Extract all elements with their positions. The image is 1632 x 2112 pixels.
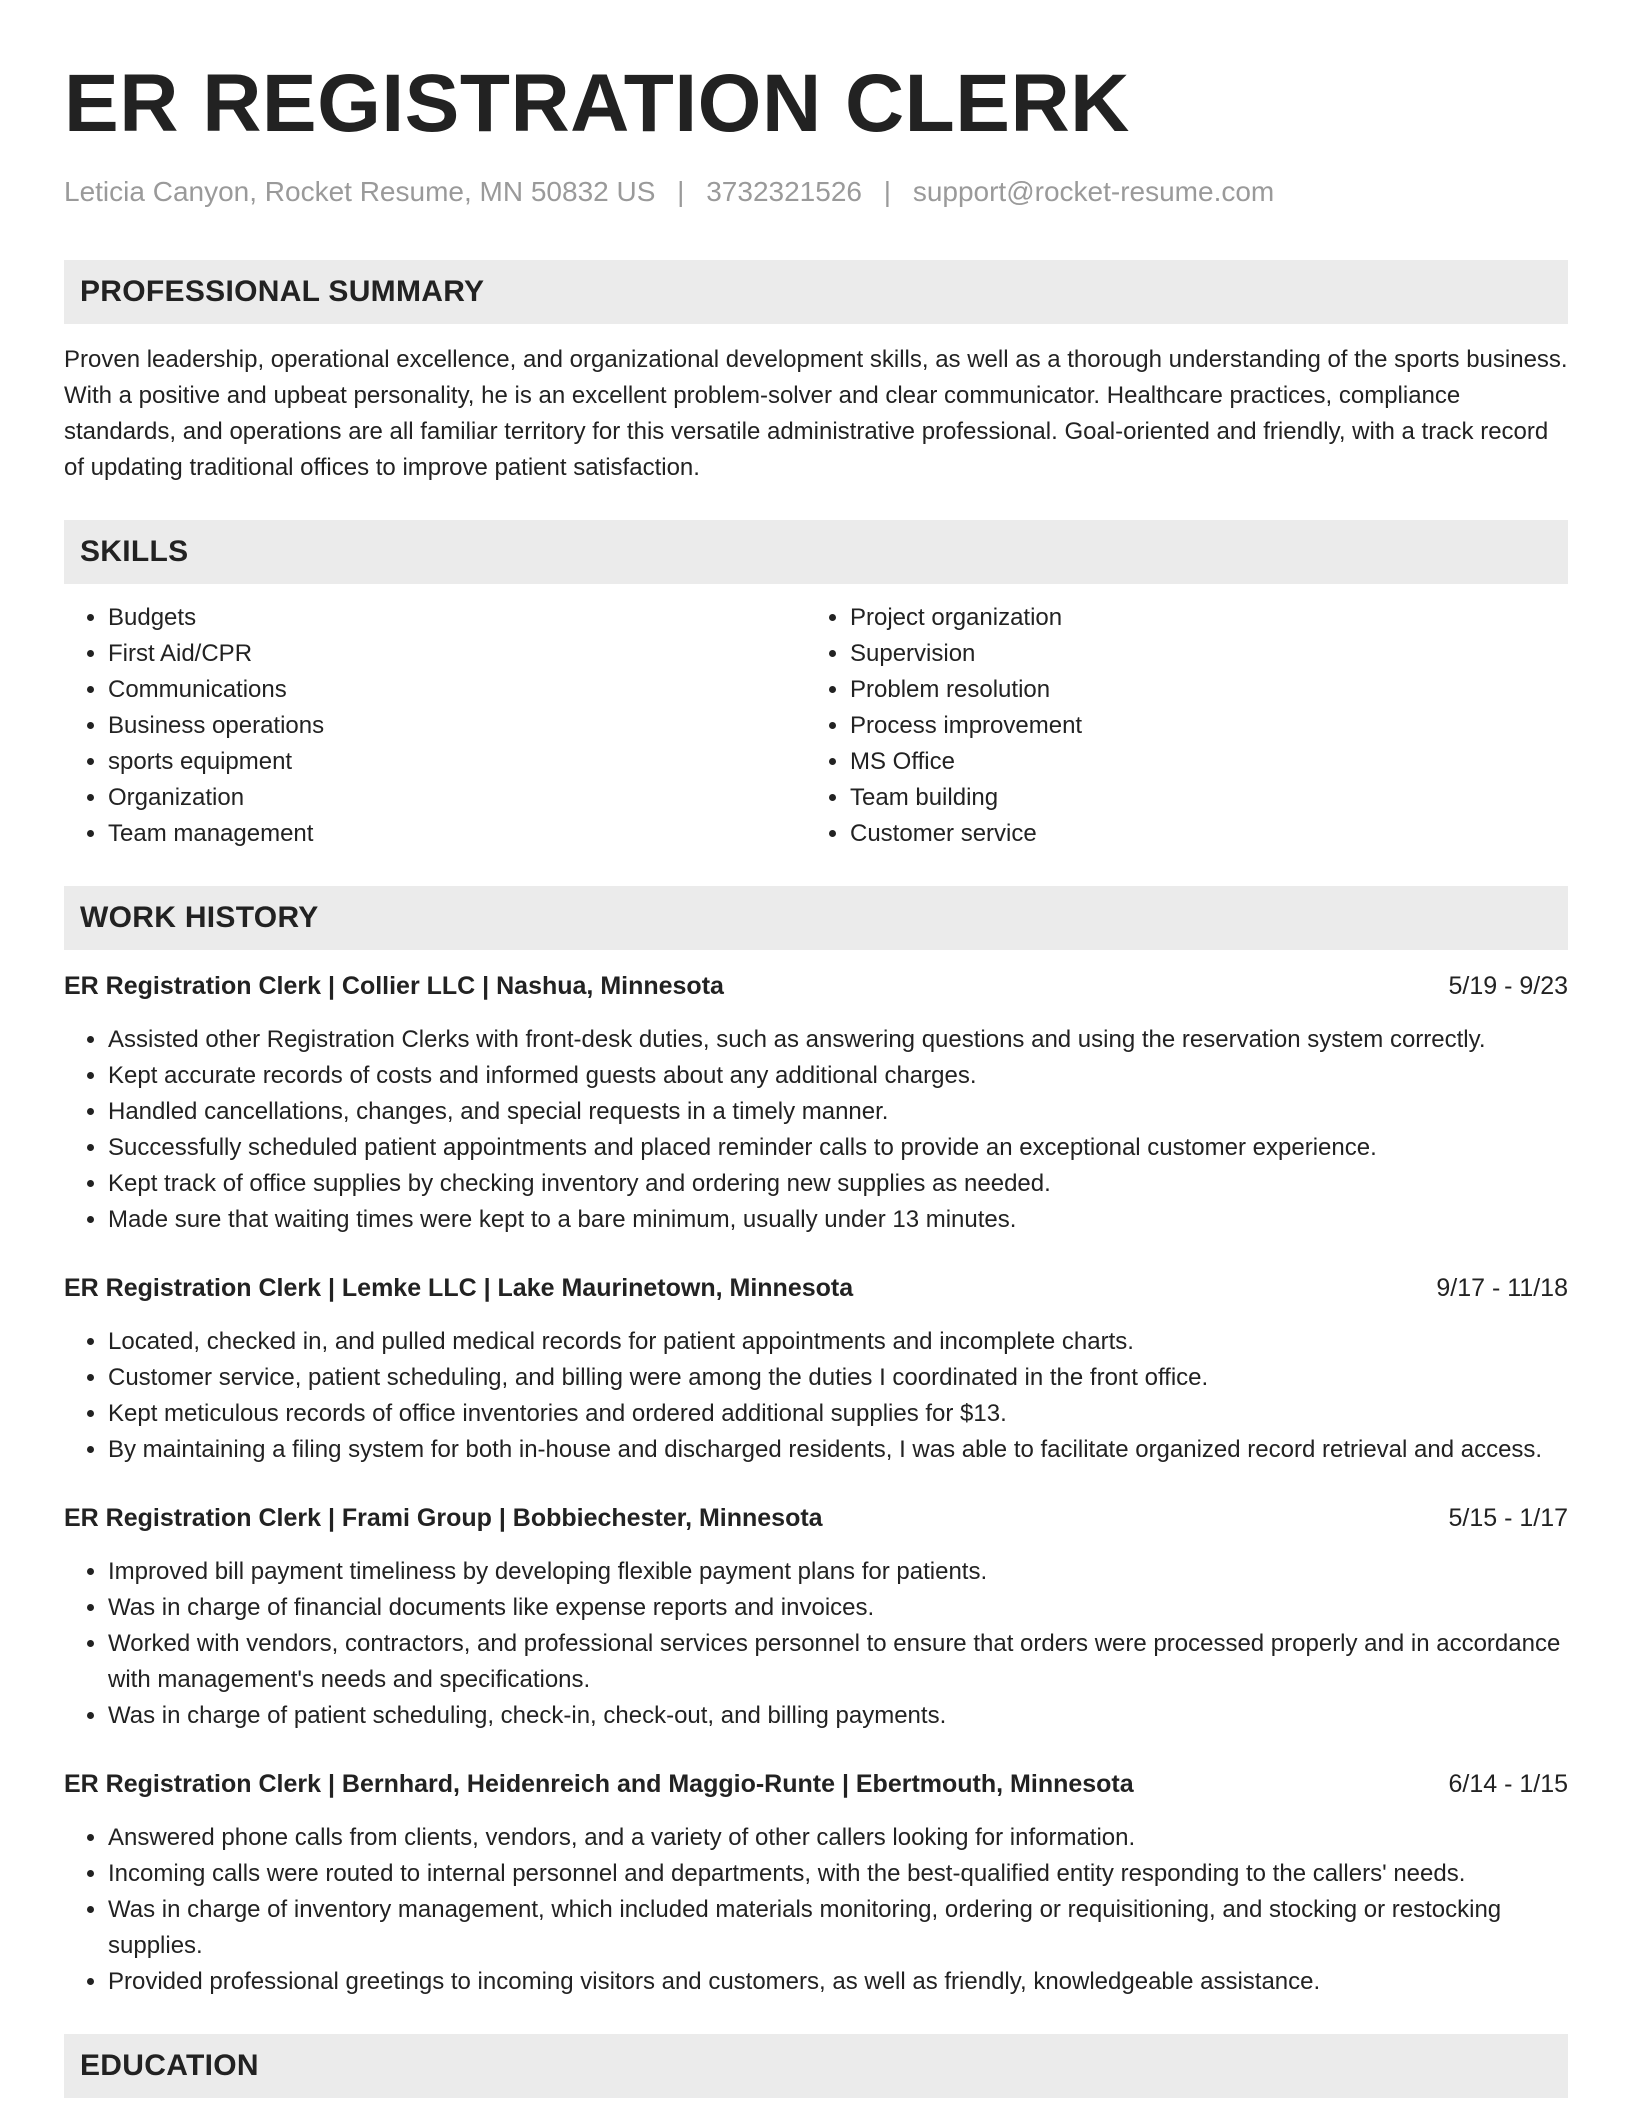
job-entry xyxy=(64,968,1568,1238)
job-bullet: • Improved bill payment timeliness by developing flexible payment plans for patients. xyxy=(108,1554,1568,1590)
skill-item: • Supervision xyxy=(850,636,1568,672)
skills-column-right xyxy=(806,600,1568,852)
job-title: ER Registration Clerk | Collier LLC | Nashua, Minnesota xyxy=(64,972,724,1000)
job-dates: 5/15 - 1/17 xyxy=(1448,1504,1568,1532)
skill-item: • Team building xyxy=(850,780,1568,816)
job-bullet: • Kept meticulous records of office inventories and ordered additional supplies for $13. xyxy=(108,1396,1568,1432)
job-bullets xyxy=(64,1820,1568,2000)
skills-column-left xyxy=(64,600,806,852)
skill-item: • Process improvement xyxy=(850,708,1568,744)
job-bullet: • Assisted other Registration Clerks with front-desk duties, such as answering questions and using the reservation system correctly. xyxy=(108,1022,1568,1058)
section-header-skills xyxy=(64,520,1568,584)
job-bullet: • Handled cancellations, changes, and special requests in a timely manner. xyxy=(108,1094,1568,1130)
summary-text: Proven leadership, operational excellence, and organizational development skills, as well as a thorough understanding of the sports business. With a positive and upbeat personality, he is an excellent problem-solver and clear communicator. Healthcare practices, compliance standards, and operations are all familiar territory for this versatile administrative professional. Goal-oriented and friendly, with a track record of updating traditional offices to improve patient satisfaction. xyxy=(64,346,1568,481)
section-title-skills: SKILLS xyxy=(80,535,189,568)
job-bullets xyxy=(64,1022,1568,1238)
skill-item: • Communications xyxy=(108,672,806,708)
contact-separator: | xyxy=(677,176,685,207)
job-bullet: • Located, checked in, and pulled medical records for patient appointments and incomplete charts. xyxy=(108,1324,1568,1360)
skill-item: • Organization xyxy=(108,780,806,816)
section-header-education xyxy=(64,2034,1568,2098)
job-entry xyxy=(64,1766,1568,2000)
job-bullet: • Answered phone calls from clients, vendors, and a variety of other callers looking for information. xyxy=(108,1820,1568,1856)
contact-phone: 3732321526 xyxy=(706,176,862,207)
job-bullet: • Kept accurate records of costs and informed guests about any additional charges. xyxy=(108,1058,1568,1094)
job-dates: 9/17 - 11/18 xyxy=(1436,1274,1568,1302)
skill-item: • sports equipment xyxy=(108,744,806,780)
job-title: ER Registration Clerk | Bernhard, Heidenreich and Maggio-Runte | Ebertmouth, Minnesota xyxy=(64,1770,1134,1798)
candidate-title: ER REGISTRATION CLERK xyxy=(64,58,1130,149)
job-bullets xyxy=(64,1324,1568,1468)
contact-line xyxy=(64,174,1568,210)
job-bullet: • Made sure that waiting times were kept to a bare minimum, usually under 13 minutes. xyxy=(108,1202,1568,1238)
job-title: ER Registration Clerk | Lemke LLC | Lake Maurinetown, Minnesota xyxy=(64,1274,854,1302)
job-header xyxy=(64,1500,1568,1536)
job-bullet: • Was in charge of patient scheduling, check-in, check-out, and billing payments. xyxy=(108,1698,1568,1734)
job-entry xyxy=(64,1270,1568,1468)
job-dates: 6/14 - 1/15 xyxy=(1448,1770,1568,1798)
job-bullet: • Kept track of office supplies by checking inventory and ordering new supplies as needed. xyxy=(108,1166,1568,1202)
job-bullet: • Incoming calls were routed to internal personnel and departments, with the best-qualified entity responding to the callers' needs. xyxy=(108,1856,1568,1892)
skill-item: • Team management xyxy=(108,816,806,852)
job-bullet: • Provided professional greetings to incoming visitors and customers, as well as friendly, knowledgeable assistance. xyxy=(108,1964,1568,2000)
section-header-work-history xyxy=(64,886,1568,950)
contact-separator: | xyxy=(883,176,892,207)
job-bullet: • Was in charge of inventory management, which included materials monitoring, ordering or requisitioning, and stocking or restocking supplies. xyxy=(108,1892,1568,1964)
job-bullets xyxy=(64,1554,1568,1734)
job-bullet: • Was in charge of financial documents like expense reports and invoices. xyxy=(108,1590,1568,1626)
skill-item: • First Aid/CPR xyxy=(108,636,806,672)
skill-item: • MS Office xyxy=(850,744,1568,780)
contact-email: support@rocket-resume.com xyxy=(912,176,1275,207)
section-header-summary xyxy=(64,260,1568,324)
skill-item: • Customer service xyxy=(850,816,1568,852)
job-bullet: • Customer service, patient scheduling, and billing were among the duties I coordinated in the front office. xyxy=(108,1360,1568,1396)
job-header xyxy=(64,1270,1568,1306)
section-title-education: EDUCATION xyxy=(80,2049,259,2082)
job-bullet: • By maintaining a filing system for both in-house and discharged residents, I was able to facilitate organized record retrieval and access. xyxy=(108,1432,1568,1468)
job-entry xyxy=(64,1500,1568,1734)
skills-list xyxy=(64,600,1568,852)
section-title-summary: PROFESSIONAL SUMMARY xyxy=(80,275,485,308)
job-dates: 5/19 - 9/23 xyxy=(1448,972,1568,1000)
section-title-work-history: WORK HISTORY xyxy=(80,901,319,934)
job-header xyxy=(64,1766,1568,1802)
skill-item: • Business operations xyxy=(108,708,806,744)
job-bullet: • Worked with vendors, contractors, and professional services personnel to ensure that orders were processed properly and in accordance with management's needs and specifications. xyxy=(108,1626,1568,1698)
skill-item: • Budgets xyxy=(108,600,806,636)
job-bullet: • Successfully scheduled patient appointments and placed reminder calls to provide an exceptional customer experience. xyxy=(108,1130,1568,1166)
job-header xyxy=(64,968,1568,1004)
skill-item: • Project organization xyxy=(850,600,1568,636)
job-title: ER Registration Clerk | Frami Group | Bobbiechester, Minnesota xyxy=(64,1504,823,1532)
skill-item: • Problem resolution xyxy=(850,672,1568,708)
contact-address: Leticia Canyon, Rocket Resume, MN 50832 US xyxy=(64,176,656,207)
